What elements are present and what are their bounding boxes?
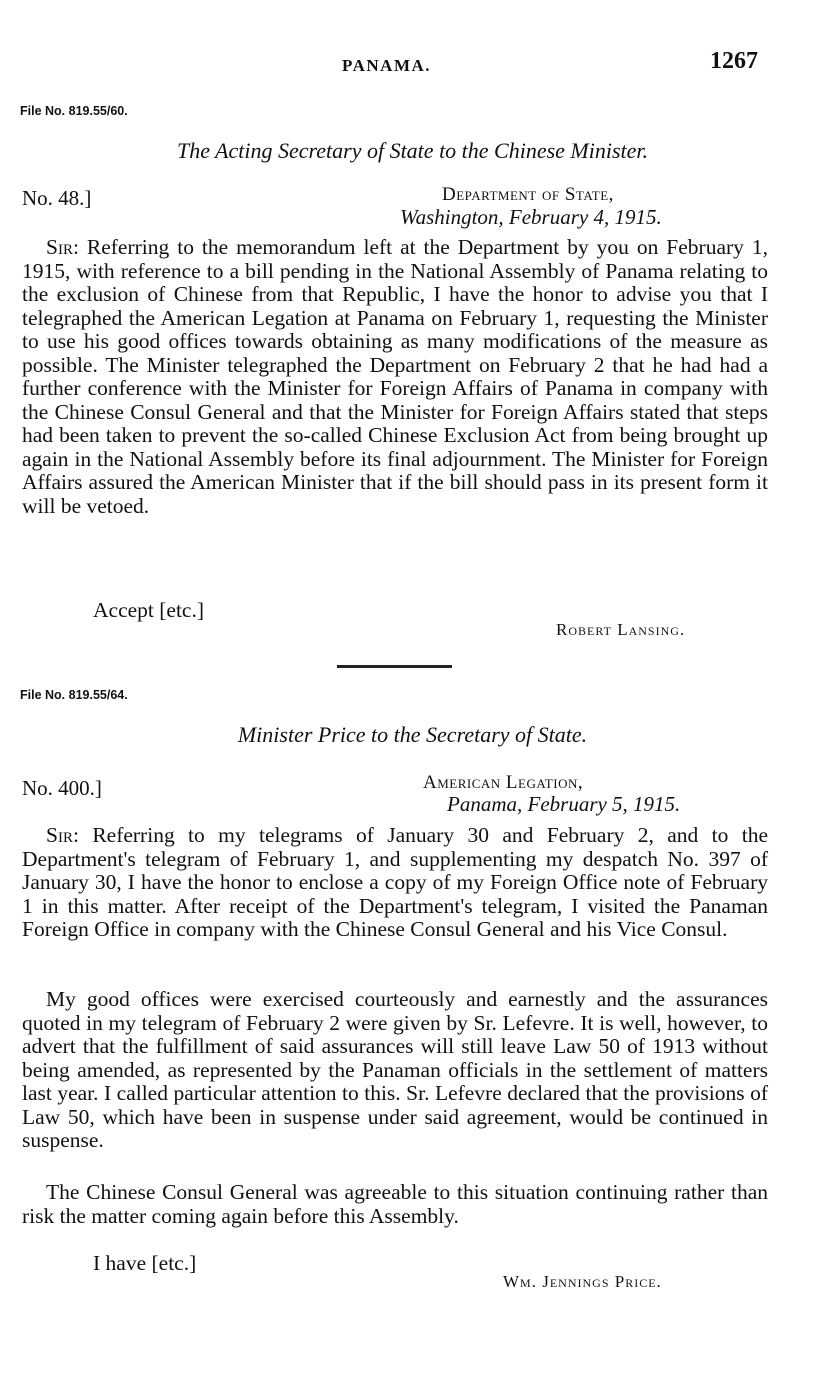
signature: Robert Lansing. [556,620,686,639]
document-number: No. 48.] [22,186,92,210]
signature: Wm. Jennings Price. [503,1272,662,1291]
closing: I have [etc.] [93,1251,197,1275]
origin-line [423,772,583,794]
letter-paragraph [22,988,768,1153]
section-divider [337,665,452,668]
letter-paragraph [22,824,768,942]
letter-paragraph [22,1181,768,1228]
document-title: Minister Price to the Secretary of State. [237,722,588,747]
file-number: File No. 819.55/60. [20,104,128,118]
running-title: PANAMA. [342,56,432,75]
origin-text: Department of State, [442,184,614,205]
salutation: Sir: [46,823,79,847]
dateline: Washington, February 4, 1915. [400,205,662,229]
closing: Accept [etc.] [93,598,205,622]
dateline: Panama, February 5, 1915. [447,792,681,816]
origin-line [442,184,614,206]
file-number: File No. 819.55/64. [20,688,128,702]
document-title: The Acting Secretary of State to the Chinese Minister. [176,138,649,163]
body-text: Referring to my telegrams of January 30 and February 2, and to the Department's telegram of February 1, and supplementing my despatch No. 397 of January 30, I have the honor to enclose a copy of my Foreign Office note of February 1 in this matter. After receipt of the Department's telegram, I visited the Panaman Foreign Office in company with the Chinese Consul General and his Vice Consul. [22,823,769,941]
page-number: 1267 [710,48,758,74]
letter-body [22,236,768,518]
salutation: Sir: [46,235,79,259]
body-text: Referring to the memorandum left at the Department by you on February 1, 1915, with reference to a bill pending in the National Assembly of Panama relating to the exclusion of Chinese from that Republic, I have the honor to advise you that I telegraphed the American Legation at Panama on February 1, requesting the Minister to use his good offices towards obtaining as many modifications of the measure as possible. The Minister telegraphed the Department on February 2 that he had had a further conference with the Minister for Foreign Affairs of Panama in company with the Chinese Consul General and that the Minister for Foreign Affairs stated that steps had been taken to prevent the so-called Chinese Exclusion Act from being brought up again in the National Assembly before its final adjournment. The Minister for Foreign Affairs assured the American Minister that if the bill should pass in its present form it will be vetoed. [22,235,768,518]
document-number: No. 400.] [22,776,102,800]
origin-text: American Legation, [423,772,584,793]
body-text: The Chinese Consul General was agreeable to this situation continuing rather than risk the matter coming again before this Assembly. [22,1180,768,1228]
body-text: My good offices were exercised courteously and earnestly and the assurances quoted in my telegram of February 2 were given by Sr. Lefevre. It is well, however, to advert that the fulfillment of said assurances will still leave Law 50 of 1913 without being amended, as represented by the Panaman officials in the settlement of matters last year. I called particular attention to this. Sr. Lefevre declared that the provisions of Law 50, which have been in suspense under said agreement, would be continued in suspense. [22,987,768,1152]
